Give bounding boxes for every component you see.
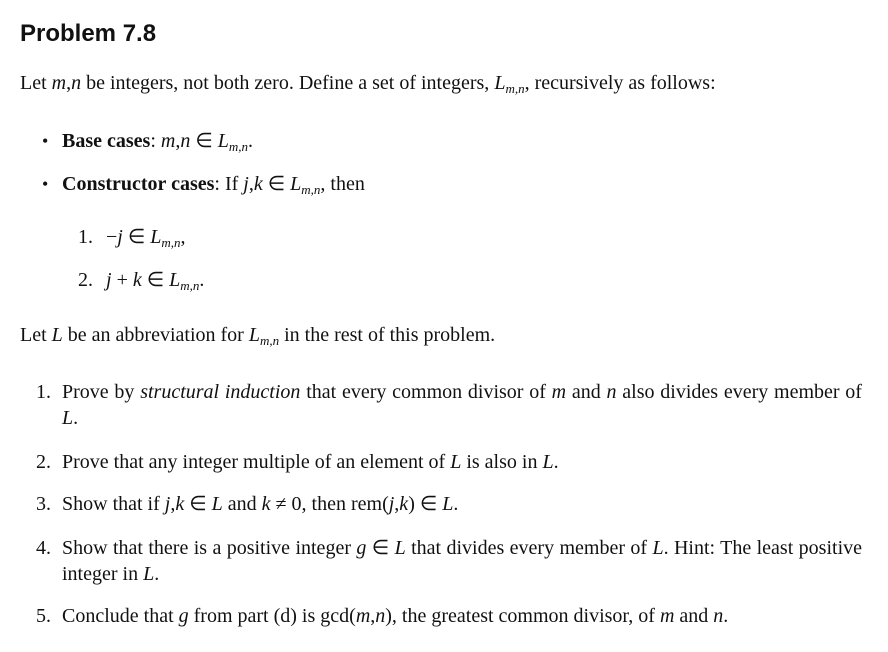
set-L: L	[143, 563, 155, 585]
then-text: , then	[320, 173, 365, 195]
comma: ,	[170, 493, 176, 515]
var-m: m	[160, 130, 176, 152]
problem-number: 2.	[36, 451, 51, 473]
intro-text: Let	[20, 72, 52, 94]
problem-item-1	[62, 379, 862, 431]
abbrev-text: be an abbreviation for	[62, 324, 249, 346]
problem-item-3	[62, 491, 862, 517]
problem-text: Prove by	[62, 381, 141, 403]
var-k: k	[175, 493, 185, 515]
set-L: L	[494, 72, 506, 94]
element-of: ∈	[190, 130, 218, 152]
var-k: k	[253, 173, 263, 195]
bullet-marker: •	[42, 131, 49, 151]
problem-text: Conclude that	[62, 605, 179, 627]
var-n: n	[71, 72, 82, 94]
problem-text: Show that there is a positive integer	[62, 537, 357, 559]
var-n: n	[375, 605, 386, 627]
emphasis-structural-induction: structural induction	[140, 381, 301, 403]
intro-paragraph	[20, 70, 716, 102]
set-L: L	[442, 493, 454, 515]
set-L: L	[290, 173, 302, 195]
var-m: m	[51, 72, 67, 94]
comma: ,	[370, 605, 376, 627]
constructor-item	[106, 267, 204, 299]
constructor-item-number: 1.	[78, 226, 93, 248]
problem-text: that every common divisor of	[300, 381, 552, 403]
period: .	[453, 493, 459, 515]
base-cases-item	[62, 128, 253, 160]
var-g: g	[178, 605, 189, 627]
problem-text: also divides every member of	[616, 381, 862, 403]
problem-text: ≠ 0, then rem(	[270, 493, 389, 515]
period: .	[154, 563, 160, 585]
problem-number: 1.	[36, 381, 51, 403]
var-m: m	[355, 605, 371, 627]
period: .	[553, 451, 559, 473]
abbreviation-paragraph	[20, 322, 495, 354]
var-j: j	[243, 173, 249, 195]
set-L: L	[51, 324, 63, 346]
element-of: ∈	[366, 537, 395, 559]
var-j: j	[388, 493, 395, 515]
period: .	[248, 130, 254, 152]
problem-text: is also in	[461, 451, 543, 473]
comma: ,	[175, 130, 181, 152]
var-m: m	[551, 381, 567, 403]
problem-text: and	[222, 493, 262, 515]
constructor-cases-item	[62, 171, 365, 203]
var-k: k	[399, 493, 409, 515]
abbrev-text: Let	[20, 324, 52, 346]
intro-text: be integers, not both zero. Define a set of integers,	[81, 72, 495, 94]
problem-item-5	[62, 603, 862, 629]
set-subscript: m,n	[505, 81, 525, 96]
comma: ,	[66, 72, 72, 94]
problem-text: ) ∈	[408, 493, 443, 515]
problem-text: and	[674, 605, 714, 627]
element-of: ∈	[262, 173, 291, 195]
var-j: j	[106, 269, 112, 291]
set-subscript: m,n	[301, 182, 321, 197]
problem-number: 5.	[36, 605, 51, 627]
constructor-cases-label: Constructor cases	[62, 173, 215, 195]
var-j: j	[117, 226, 123, 248]
if-text: : If	[214, 173, 244, 195]
var-k: k	[132, 269, 142, 291]
abbrev-text: in the rest of this problem.	[279, 324, 496, 346]
problem-item-4	[62, 535, 862, 587]
problem-text: . Hint: The least positive integer in	[62, 537, 863, 585]
element-of: ∈	[141, 269, 170, 291]
var-n: n	[606, 381, 617, 403]
set-subscript: m,n	[161, 235, 181, 250]
problem-text: Show that if	[62, 493, 165, 515]
period: .	[199, 269, 205, 291]
problem-title: Problem 7.8	[20, 20, 157, 47]
period: .	[723, 605, 729, 627]
set-L: L	[169, 269, 181, 291]
var-g: g	[356, 537, 367, 559]
problem-item-2	[62, 449, 862, 475]
intro-text: , recursively as follows:	[524, 72, 716, 94]
problem-number: 3.	[36, 493, 51, 515]
var-m: m	[659, 605, 675, 627]
comma: ,	[180, 226, 186, 248]
base-cases-label: Base cases	[62, 130, 151, 152]
set-L: L	[450, 451, 462, 473]
comma: ,	[394, 493, 400, 515]
problem-text: from part (d) is gcd(	[188, 605, 356, 627]
set-subscript: m,n	[228, 139, 249, 154]
var-n: n	[180, 130, 191, 152]
set-subscript: m,n	[180, 278, 200, 293]
minus-sign: −	[106, 226, 118, 248]
problem-text: that divides every member of	[405, 537, 653, 559]
set-L: L	[652, 537, 664, 559]
set-L: L	[217, 130, 229, 152]
var-k: k	[261, 493, 271, 515]
set-L: L	[62, 407, 74, 429]
set-L: L	[150, 226, 162, 248]
problem-text: and	[566, 381, 607, 403]
set-L: L	[211, 493, 223, 515]
element-of: ∈	[184, 493, 212, 515]
problem-text: Prove that any integer multiple of an element of	[62, 451, 451, 473]
set-L: L	[248, 324, 260, 346]
constructor-item-number: 2.	[78, 269, 93, 291]
period: .	[73, 407, 79, 429]
set-subscript: m,n	[259, 333, 280, 348]
comma: ,	[248, 173, 254, 195]
constructor-item	[106, 224, 186, 256]
bullet-marker: •	[42, 174, 49, 194]
set-L: L	[542, 451, 554, 473]
problem-text: ), the greatest common divisor, of	[385, 605, 660, 627]
set-L: L	[394, 537, 406, 559]
var-j: j	[164, 493, 171, 515]
problem-number: 4.	[36, 537, 51, 559]
element-of: ∈	[122, 226, 151, 248]
colon: :	[150, 130, 156, 152]
var-n: n	[713, 605, 724, 627]
plus-sign: +	[111, 269, 133, 291]
